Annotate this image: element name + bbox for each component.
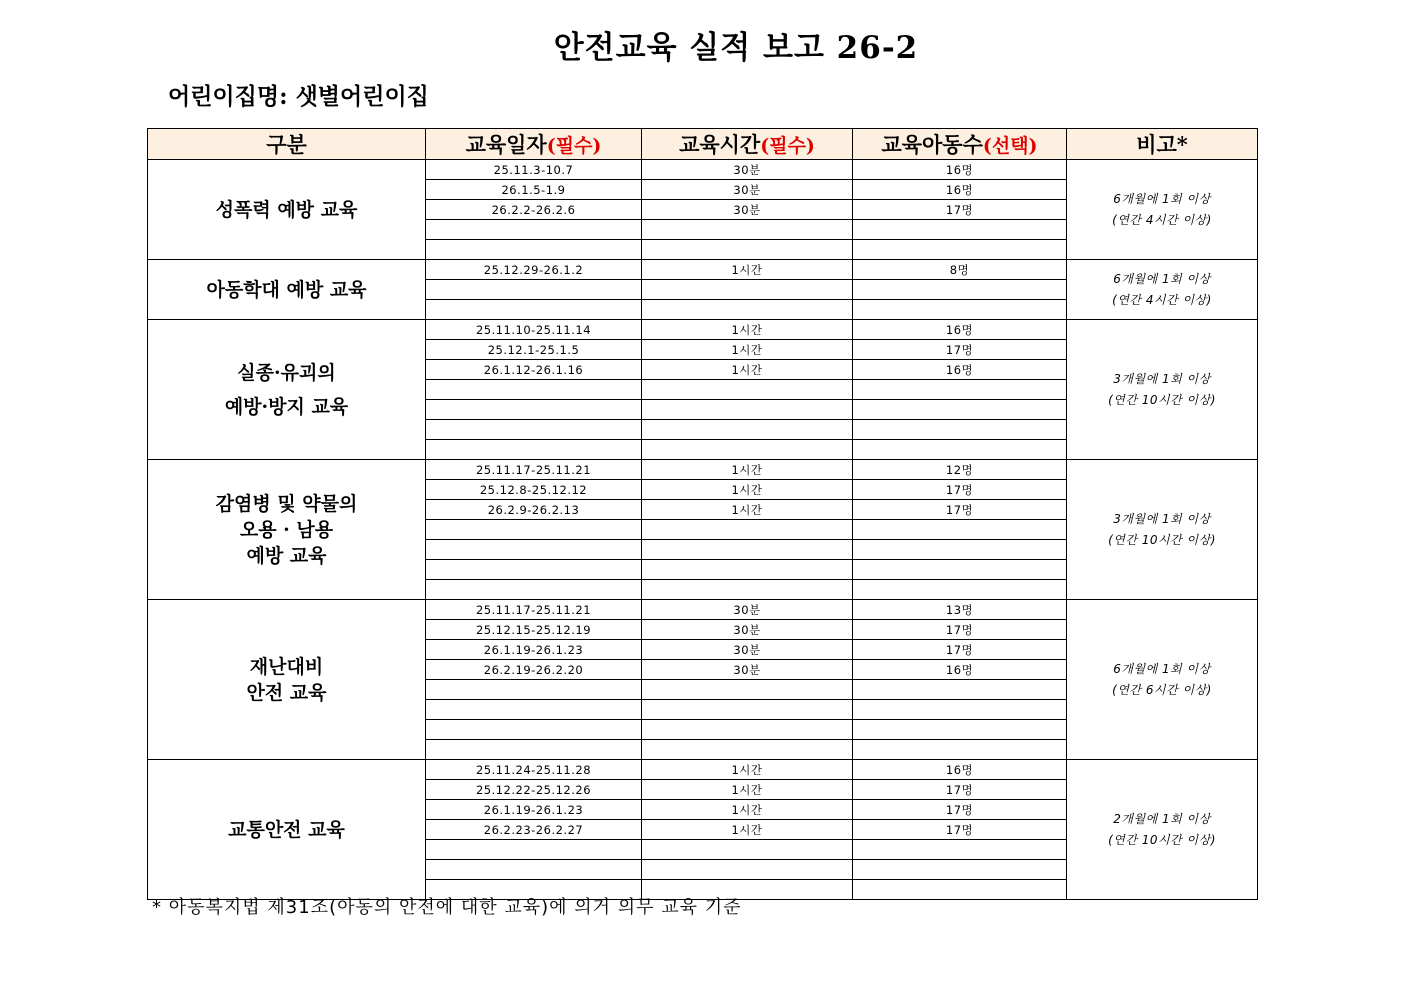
note-frequency: 6개월에 1회 이상 (1113, 271, 1211, 286)
count-cell (853, 420, 1067, 440)
date-cell (426, 540, 642, 560)
count-cell (853, 680, 1067, 700)
time-cell: 1시간 (642, 760, 853, 780)
count-cell (853, 520, 1067, 540)
date-cell (426, 580, 642, 600)
note-annual: (연간 4시간 이상) (1112, 212, 1212, 227)
table-header-row (148, 129, 1258, 160)
count-cell: 17명 (853, 780, 1067, 800)
date-cell (426, 720, 642, 740)
category-child-abuse-prevention (148, 260, 426, 320)
time-cell (642, 740, 853, 760)
note-annual: (연간 10시간 이상) (1108, 392, 1216, 407)
header-category: 구분 (148, 129, 426, 160)
count-cell: 16명 (853, 360, 1067, 380)
note-annual: (연간 6시간 이상) (1112, 682, 1212, 697)
count-cell (853, 240, 1067, 260)
note-cell (1067, 760, 1258, 900)
count-cell (853, 280, 1067, 300)
time-cell (642, 420, 853, 440)
table-row (148, 160, 1258, 180)
count-cell (853, 220, 1067, 240)
table-row (148, 320, 1258, 340)
table-row (148, 760, 1258, 780)
note-cell (1067, 160, 1258, 260)
time-cell (642, 300, 853, 320)
time-cell (642, 860, 853, 880)
date-cell: 26.2.2-26.2.6 (426, 200, 642, 220)
date-cell (426, 560, 642, 580)
time-cell: 1시간 (642, 480, 853, 500)
count-cell (853, 580, 1067, 600)
date-cell: 26.1.5-1.9 (426, 180, 642, 200)
time-cell (642, 680, 853, 700)
note-cell (1067, 320, 1258, 460)
count-cell: 17명 (853, 500, 1067, 520)
header-date-label: 교육일자 (465, 132, 547, 157)
count-cell: 17명 (853, 200, 1067, 220)
category-label-line2: 안전 교육 (246, 681, 327, 704)
safety-education-table (147, 128, 1258, 900)
count-cell: 17명 (853, 800, 1067, 820)
count-cell: 17명 (853, 340, 1067, 360)
table-row (148, 460, 1258, 480)
count-cell: 16명 (853, 760, 1067, 780)
note-cell (1067, 260, 1258, 320)
category-label: 아동학대 예방 교육 (206, 278, 367, 301)
date-cell: 25.12.8-25.12.12 (426, 480, 642, 500)
count-cell: 12명 (853, 460, 1067, 480)
note-annual: (연간 10시간 이상) (1108, 832, 1216, 847)
time-cell: 30분 (642, 620, 853, 640)
page-title: 안전교육 실적 보고 26-2 (553, 30, 919, 66)
note-annual: (연간 10시간 이상) (1108, 532, 1216, 547)
note-cell (1067, 460, 1258, 600)
date-cell (426, 700, 642, 720)
date-cell (426, 240, 642, 260)
date-cell: 25.11.3-10.7 (426, 160, 642, 180)
header-note: 비고* (1067, 129, 1258, 160)
time-cell: 1시간 (642, 800, 853, 820)
category-missing-abduction-prevention (148, 320, 426, 460)
count-cell (853, 400, 1067, 420)
note-frequency: 3개월에 1회 이상 (1113, 371, 1211, 386)
header-time-required: (필수) (760, 135, 815, 157)
category-traffic-safety (148, 760, 426, 900)
note-cell (1067, 600, 1258, 760)
time-cell (642, 520, 853, 540)
header-count (853, 129, 1067, 160)
date-cell: 25.12.29-26.1.2 (426, 260, 642, 280)
note-frequency: 6개월에 1회 이상 (1113, 191, 1211, 206)
time-cell: 30분 (642, 600, 853, 620)
category-disaster-safety (148, 600, 426, 760)
footnote: * 아동복지법 제31조(아동의 안전에 대한 교육)에 의거 의무 교육 기준 (152, 897, 742, 918)
date-cell: 25.12.22-25.12.26 (426, 780, 642, 800)
date-cell (426, 840, 642, 860)
header-time-label: 교육시간 (679, 132, 761, 157)
count-cell: 13명 (853, 600, 1067, 620)
count-cell: 16명 (853, 160, 1067, 180)
category-label-line2: 오용 · 남용 (239, 518, 334, 541)
time-cell (642, 220, 853, 240)
time-cell (642, 240, 853, 260)
count-cell (853, 440, 1067, 460)
count-cell (853, 700, 1067, 720)
count-cell: 17명 (853, 640, 1067, 660)
header-count-optional: (선택) (982, 135, 1038, 157)
time-cell: 1시간 (642, 260, 853, 280)
date-cell: 25.11.24-25.11.28 (426, 760, 642, 780)
time-cell (642, 720, 853, 740)
count-cell (853, 880, 1067, 900)
time-cell (642, 440, 853, 460)
count-cell: 17명 (853, 820, 1067, 840)
time-cell (642, 540, 853, 560)
date-cell (426, 680, 642, 700)
count-cell (853, 300, 1067, 320)
time-cell: 1시간 (642, 340, 853, 360)
time-cell: 1시간 (642, 500, 853, 520)
daycare-name: 어린이집명: 샛별어린이집 (168, 83, 429, 110)
header-date (426, 129, 642, 160)
time-cell: 30분 (642, 180, 853, 200)
time-cell (642, 560, 853, 580)
table-row (148, 600, 1258, 620)
date-cell: 25.12.1-25.1.5 (426, 340, 642, 360)
date-cell: 25.11.17-25.11.21 (426, 460, 642, 480)
time-cell: 30분 (642, 200, 853, 220)
count-cell (853, 720, 1067, 740)
date-cell: 26.2.23-26.2.27 (426, 820, 642, 840)
date-cell (426, 400, 642, 420)
count-cell (853, 540, 1067, 560)
header-time (642, 129, 853, 160)
time-cell: 1시간 (642, 360, 853, 380)
count-cell (853, 860, 1067, 880)
date-cell (426, 280, 642, 300)
table-row (148, 260, 1258, 280)
time-cell: 1시간 (642, 780, 853, 800)
category-label-line3: 예방 교육 (246, 544, 327, 567)
date-cell (426, 380, 642, 400)
time-cell (642, 280, 853, 300)
category-label-line2: 예방·방지 교육 (224, 395, 349, 418)
category-label: 성폭력 예방 교육 (215, 198, 358, 221)
category-infection-drug-misuse-prevention (148, 460, 426, 600)
count-cell (853, 740, 1067, 760)
date-cell: 25.11.17-25.11.21 (426, 600, 642, 620)
category-sexual-violence-prevention (148, 160, 426, 260)
note-frequency: 3개월에 1회 이상 (1113, 511, 1211, 526)
time-cell (642, 380, 853, 400)
date-cell: 26.1.19-26.1.23 (426, 800, 642, 820)
count-cell: 8명 (853, 260, 1067, 280)
time-cell (642, 700, 853, 720)
date-cell: 26.1.12-26.1.16 (426, 360, 642, 380)
count-cell: 16명 (853, 660, 1067, 680)
date-cell: 25.11.10-25.11.14 (426, 320, 642, 340)
date-cell: 26.2.9-26.2.13 (426, 500, 642, 520)
time-cell: 30분 (642, 660, 853, 680)
header-date-required: (필수) (546, 135, 602, 157)
time-cell (642, 400, 853, 420)
date-cell: 26.2.19-26.2.20 (426, 660, 642, 680)
date-cell: 26.1.19-26.1.23 (426, 640, 642, 660)
category-label: 교통안전 교육 (228, 818, 345, 841)
time-cell: 1시간 (642, 460, 853, 480)
time-cell: 30분 (642, 160, 853, 180)
date-cell: 25.12.15-25.12.19 (426, 620, 642, 640)
time-cell: 30분 (642, 640, 853, 660)
header-count-label: 교육아동수 (881, 132, 983, 157)
time-cell: 1시간 (642, 320, 853, 340)
time-cell (642, 840, 853, 860)
date-cell (426, 420, 642, 440)
note-frequency: 2개월에 1회 이상 (1113, 811, 1211, 826)
count-cell: 17명 (853, 480, 1067, 500)
count-cell (853, 380, 1067, 400)
date-cell (426, 860, 642, 880)
count-cell: 16명 (853, 320, 1067, 340)
date-cell (426, 220, 642, 240)
category-label-line1: 실종·유괴의 (237, 361, 336, 384)
count-cell (853, 840, 1067, 860)
time-cell (642, 580, 853, 600)
note-annual: (연간 4시간 이상) (1112, 292, 1212, 307)
date-cell (426, 300, 642, 320)
count-cell: 16명 (853, 180, 1067, 200)
count-cell: 17명 (853, 620, 1067, 640)
note-frequency: 6개월에 1회 이상 (1113, 661, 1211, 676)
category-label-line1: 감염병 및 약물의 (215, 492, 358, 515)
time-cell: 1시간 (642, 820, 853, 840)
date-cell (426, 520, 642, 540)
count-cell (853, 560, 1067, 580)
category-label-line1: 재난대비 (249, 655, 324, 678)
date-cell (426, 740, 642, 760)
date-cell (426, 440, 642, 460)
